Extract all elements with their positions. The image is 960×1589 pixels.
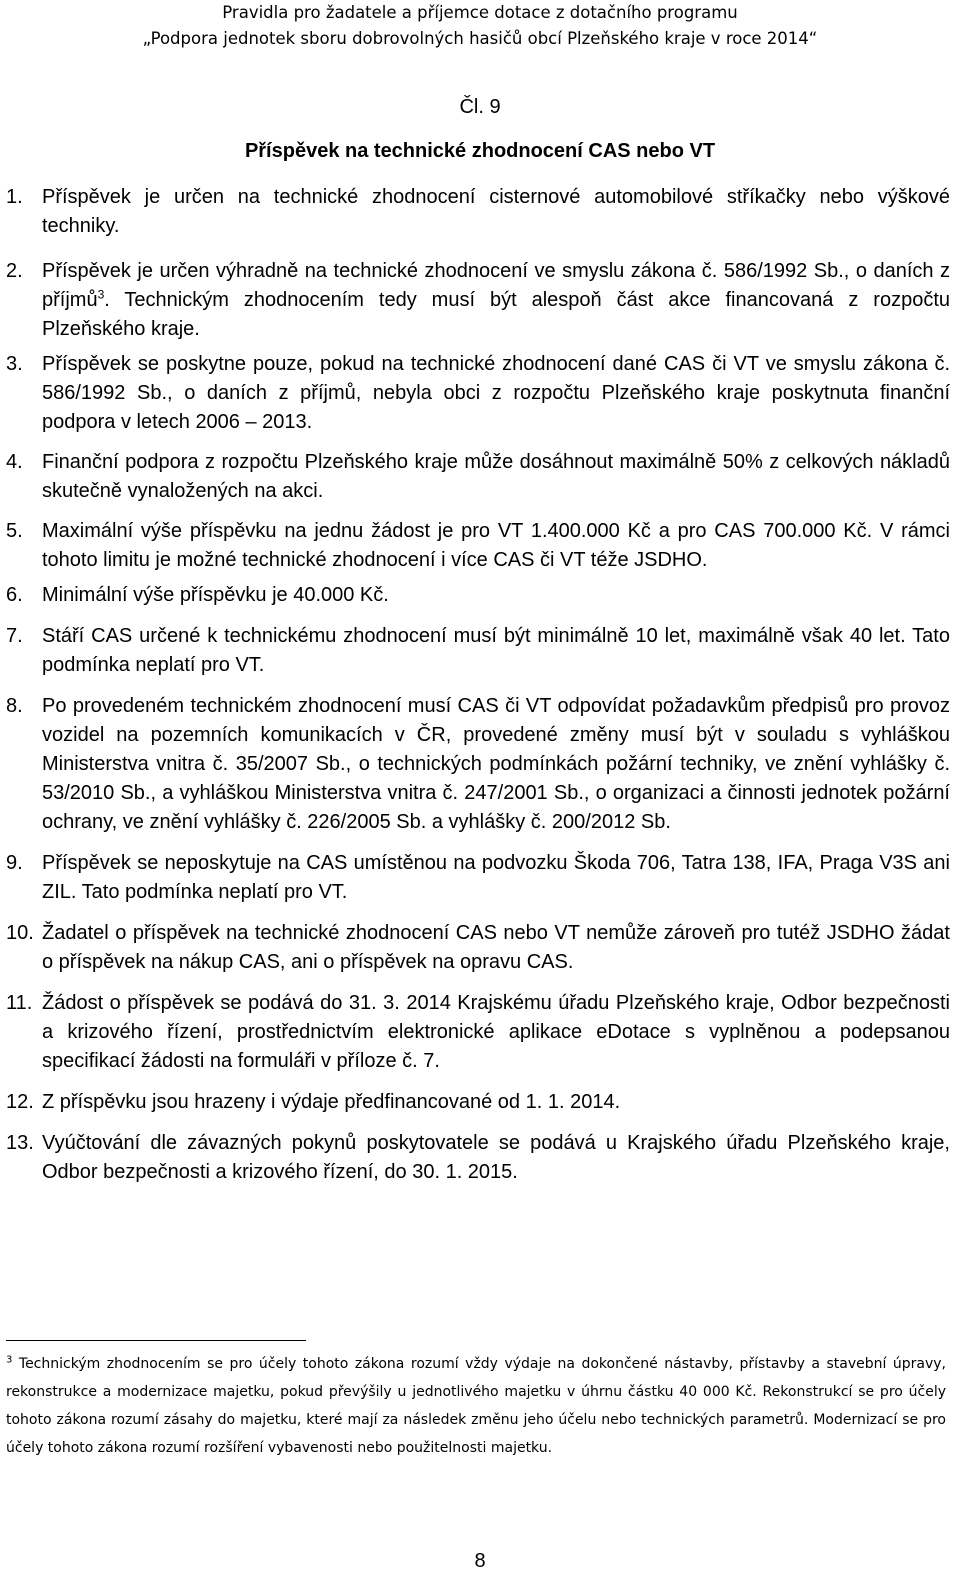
list-item xyxy=(6,989,950,1076)
list-item-text: Žádost o příspěvek se podává do 31. 3. 2014 Krajskému úřadu Plzeňského kraje, Odbor bezpečnosti a krizového řízení, prostřednictvím elektronické aplikace eDotace s vyplněnou a podepsanou specifikací žádosti na formuláři v příloze č. 7. xyxy=(42,992,950,1072)
article-title: Příspěvek na technické zhodnocení CAS nebo VT xyxy=(244,140,716,162)
list-item-number: 2. xyxy=(6,260,23,282)
list-item-text: Příspěvek se neposkytuje na CAS umístěnou na podvozku Škoda 706, Tatra 138, IFA, Praga V3S ani ZIL. Tato podmínka neplatí pro VT. xyxy=(42,852,950,903)
list-item-number: 10. xyxy=(6,922,34,944)
header-line-2: „Podpora jednotek sboru dobrovolných hasičů obcí Plzeňského kraje v roce 2014“ xyxy=(142,29,818,48)
page-number: 8 xyxy=(474,1550,486,1572)
footnote xyxy=(6,1350,946,1462)
numbered-list xyxy=(6,183,950,1187)
list-item-text: Finanční podpora z rozpočtu Plzeňského kraje může dosáhnout maximálně 50% z celkových nákladů skutečně vynaložených na akci. xyxy=(42,451,950,502)
list-item xyxy=(6,692,950,837)
list-item xyxy=(6,448,950,506)
list-item xyxy=(6,350,950,437)
list-item xyxy=(6,257,950,344)
list-item-number: 1. xyxy=(6,186,23,208)
list-item-number: 13. xyxy=(6,1132,34,1154)
list-item-text: Minimální výše příspěvku je 40.000 Kč. xyxy=(42,584,389,606)
list-item-text: Žadatel o příspěvek na technické zhodnocení CAS nebo VT nemůže zároveň pro tutéž JSDHO žádat o příspěvek na nákup CAS, ani o příspěvek na opravu CAS. xyxy=(42,922,950,973)
list-item-text: Vyúčtování dle závazných pokynů poskytovatele se podává u Krajského úřadu Plzeňského kraje, Odbor bezpečnosti a krizového řízení, do 30. 1. 2015. xyxy=(42,1132,950,1183)
article-number: Čl. 9 xyxy=(459,96,501,118)
list-item-number: 7. xyxy=(6,625,23,647)
list-item-number: 12. xyxy=(6,1091,34,1113)
list-item-number: 11. xyxy=(6,992,33,1014)
list-item-text: Příspěvek se poskytne pouze, pokud na technické zhodnocení dané CAS či VT ve smyslu zákona č. 586/1992 Sb., o daních z příjmů, nebyla obci z rozpočtu Plzeňského kraje poskytnuta finanční podpora v letech 2006 – 2013. xyxy=(42,353,950,433)
list-item-text: Z příspěvku jsou hrazeny i výdaje předfinancované od 1. 1. 2014. xyxy=(42,1091,621,1113)
list-item-text: Maximální výše příspěvku na jednu žádost je pro VT 1.400.000 Kč a pro CAS 700.000 Kč. V rámci tohoto limitu je možné technické zhodnocení i více CAS či VT téže JSDHO. xyxy=(42,520,950,571)
footnote-text: Technickým zhodnocením se pro účely tohoto zákona rozumí vždy výdaje na dokončené nástavby, přístavby a stavební úpravy, rekonstrukce a modernizace majetku, pokud převýšily u jednotlivého majetku v úhrnu částku 40 000 Kč. Rekonstrukcí se pro účely tohoto zákona rozumí zásahy do majetku, které mají za následek změnu jeho účelu nebo technických parametrů. Modernizací se pro účely tohoto zákona rozumí rozšíření vybavenosti nebo použitelnosti majetku. xyxy=(6,1356,946,1456)
list-item-text-part: . Technickým zhodnocením tedy musí být alespoň část akce financovaná z rozpočtu Plzeňského kraje. xyxy=(42,289,950,340)
list-item xyxy=(6,517,950,575)
list-item-text: Stáří CAS určené k technickému zhodnocení musí být minimálně 10 let, maximálně však 40 let. Tato podmínka neplatí pro VT. xyxy=(42,625,950,676)
list-item-text: Příspěvek je určen na technické zhodnocení cisternové automobilové stříkačky nebo výškové techniky. xyxy=(42,186,950,237)
list-item-text xyxy=(42,257,950,344)
list-item xyxy=(6,919,950,977)
list-item xyxy=(6,622,950,680)
list-item xyxy=(6,849,950,907)
footnote-separator xyxy=(6,1340,306,1341)
list-item xyxy=(6,1088,950,1117)
header-line-1: Pravidla pro žadatele a příjemce dotace z dotačního programu xyxy=(222,3,738,22)
document-header xyxy=(0,0,960,52)
list-item-text: Po provedeném technickém zhodnocení musí CAS či VT odpovídat požadavkům předpisů pro provoz vozidel na pozemních komunikacích v ČR, provedené změny musí být v souladu s vyhláškou Ministerstva vnitra č. 35/2007 Sb., o technických podmínkách požární techniky, ve znění vyhlášky č. 53/2010 Sb., a vyhláškou Ministerstva vnitra č. 247/2001 Sb., o organizaci a činnosti jednotek požární ochrany, ve znění vyhlášky č. 226/2005 Sb. a vyhlášky č. 200/2012 Sb. xyxy=(42,695,950,833)
list-item-number: 3. xyxy=(6,353,23,375)
footnote-reference: 3 xyxy=(97,287,105,302)
list-item xyxy=(6,1129,950,1187)
list-item xyxy=(6,581,950,610)
footnote-marker: 3 xyxy=(6,1354,13,1366)
list-item-text-part: Příspěvek je určen výhradně na technické zhodnocení ve smyslu zákona č. 586/1992 Sb., o daních z příjmů xyxy=(42,260,950,311)
list-item xyxy=(6,183,950,241)
list-item-number: 4. xyxy=(6,451,23,473)
list-item-number: 5. xyxy=(6,520,23,542)
list-item-number: 9. xyxy=(6,852,23,874)
list-item-number: 6. xyxy=(6,584,23,606)
list-item-number: 8. xyxy=(6,695,23,717)
